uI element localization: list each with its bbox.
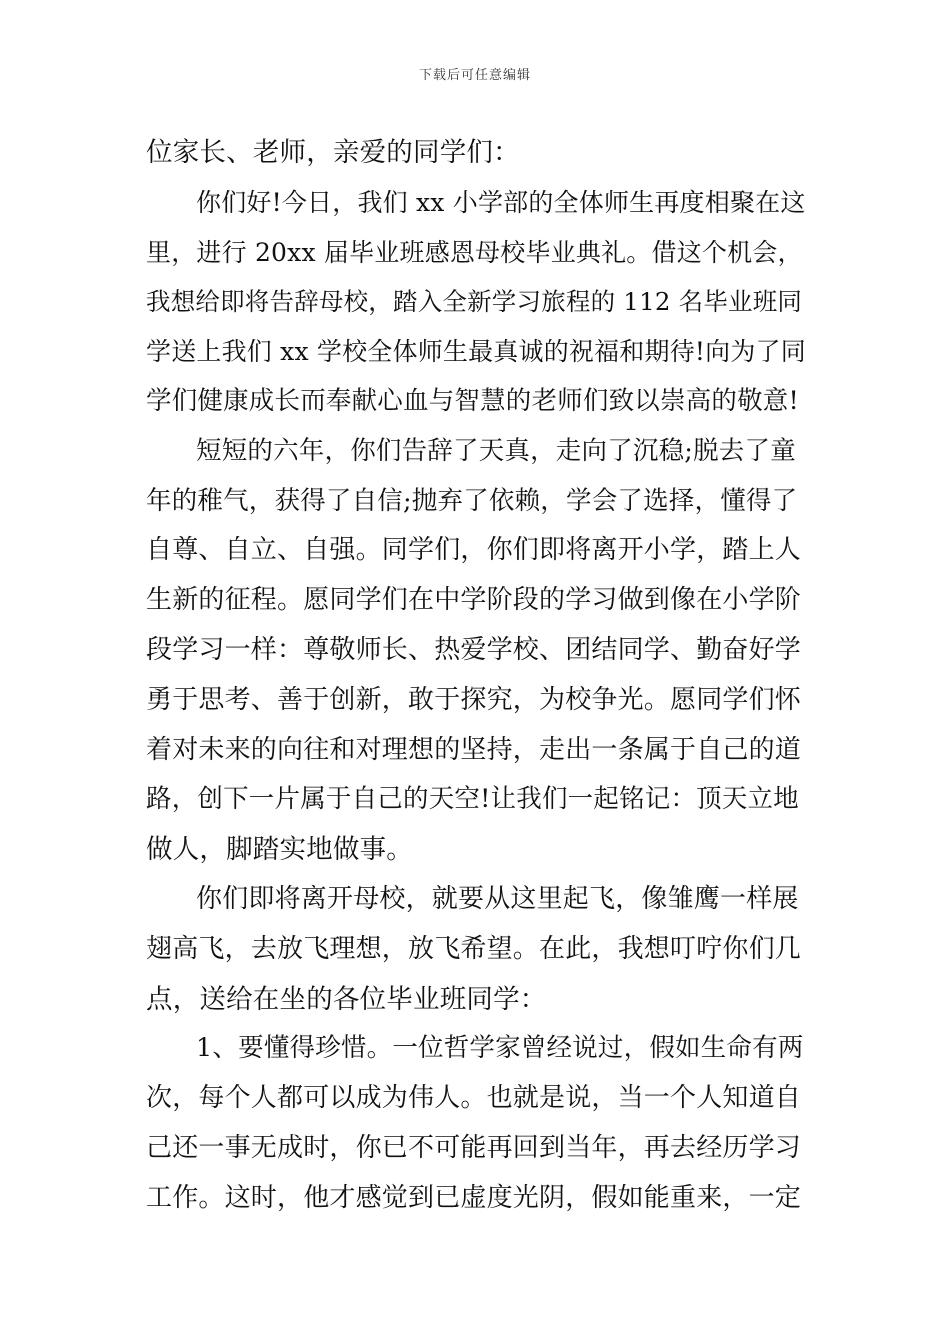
text-line: 翅高飞，去放飞理想，放飞希望。在此，我想叮咛你们几 bbox=[146, 933, 802, 964]
text-line: 学们健康成长而奉献心血与智慧的老师们致以崇高的敬意! bbox=[146, 385, 799, 416]
page-header: 下载后可任意编辑 bbox=[418, 68, 531, 83]
text-line: 路，创下一片属于自己的天空!让我们一起铭记：顶天立地 bbox=[146, 784, 799, 815]
text-line: 里，进行 20xx 届毕业班感恩母校毕业典礼。借这个机会， bbox=[146, 237, 803, 267]
text-line: 短短的六年，你们告辞了天真，走向了沉稳;脱去了童 bbox=[196, 435, 796, 466]
text-line: 1、要懂得珍惜。一位哲学家曾经说过，假如生命有两 bbox=[196, 1033, 804, 1064]
text-line: 生新的征程。愿同学们在中学阶段的学习做到像在小学阶 bbox=[146, 585, 802, 616]
text-line: 自尊、自立、自强。同学们，你们即将离开小学，踏上人 bbox=[146, 535, 802, 566]
document-body bbox=[146, 128, 806, 1224]
text-line: 学送上我们 xx 学校全体师生最真诚的祝福和期待!向为了同 bbox=[146, 337, 806, 367]
text-line: 点，送给在坐的各位毕业班同学： bbox=[146, 983, 547, 1015]
text-line: 我想给即将告辞母校，踏入全新学习旅程的 112 名毕业班同 bbox=[146, 287, 803, 317]
text-line: 次，每个人都可以成为伟人。也就是说，当一个人知道自 bbox=[146, 1083, 802, 1114]
text-line: 年的稚气，获得了自信;抛弃了依赖，学会了选择，懂得了 bbox=[146, 485, 798, 516]
text-line: 工作。这时，他才感觉到已虚度光阴，假如能重来，一定 bbox=[146, 1182, 802, 1213]
text-line: 己还一事无成时，你已不可能再回到当年，再去经历学习 bbox=[146, 1132, 802, 1163]
text-line: 你们即将离开母校，就要从这里起飞，像雏鹰一样展 bbox=[196, 883, 799, 914]
text-line: 做人，脚踏实地做事。 bbox=[146, 834, 413, 866]
text-line: 着对未来的向往和对理想的坚持，走出一条属于自己的道 bbox=[146, 734, 802, 765]
text-line: 位家长、老师，亲爱的同学们： bbox=[146, 137, 520, 168]
text-line: 你们好!今日，我们 xx 小学部的全体师生再度相聚在这 bbox=[196, 187, 806, 217]
text-line: 勇于思考、善于创新，敢于探究，为校争光。愿同学们怀 bbox=[146, 684, 802, 715]
text-line: 段学习一样：尊敬师长、热爱学校、团结同学、勤奋好学 bbox=[146, 634, 802, 665]
